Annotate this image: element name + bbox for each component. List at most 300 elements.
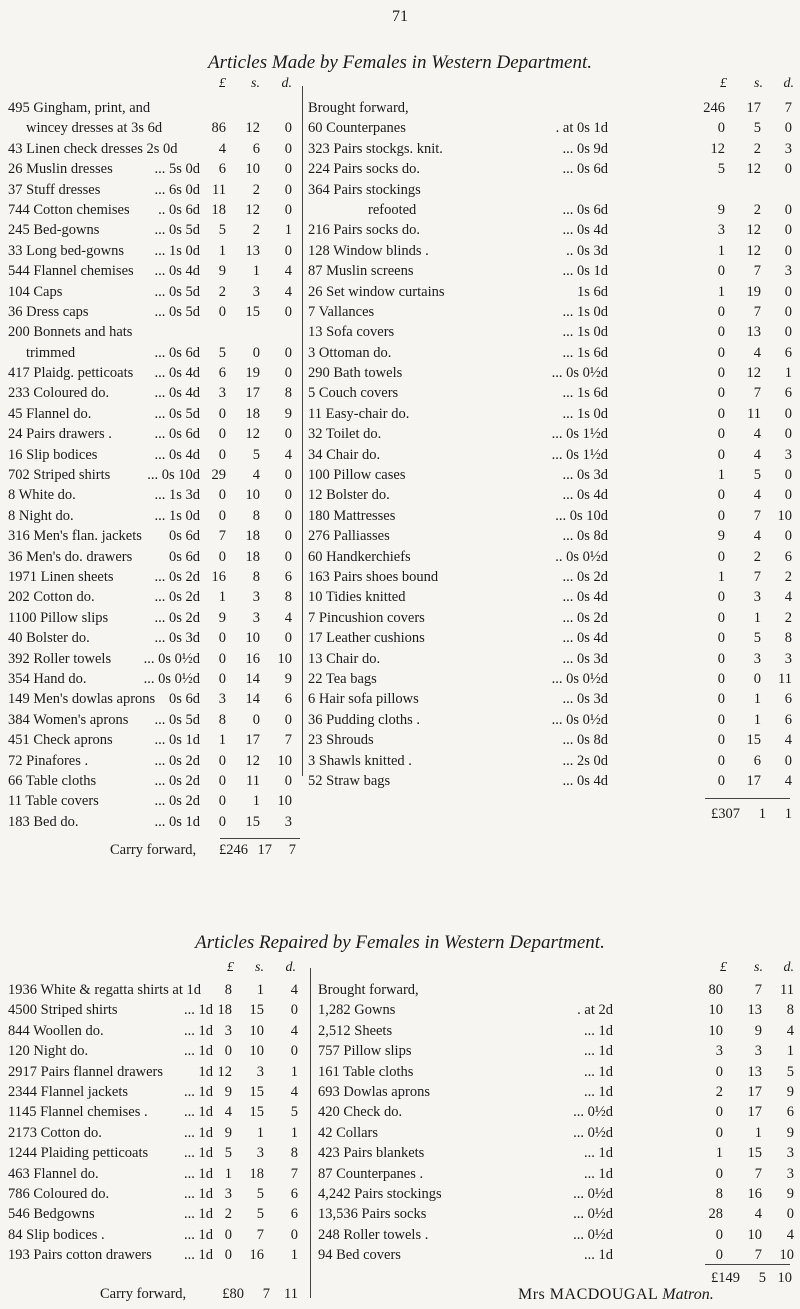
ledger-row: [308, 241, 796, 261]
item-pence: 4: [290, 1083, 298, 1100]
ledger-row: [8, 363, 298, 383]
item-pence: 1: [784, 365, 792, 382]
header-pounds: £: [219, 76, 226, 91]
item-rate: ... 1d: [184, 1043, 213, 1060]
item-description: 423 Pairs blankets: [318, 1145, 425, 1162]
item-rate: ... 1d: [584, 1022, 613, 1039]
item-description: 224 Pairs socks do.: [308, 161, 420, 178]
item-pounds: 0: [218, 752, 226, 769]
ledger-row: [308, 751, 796, 771]
carry-forward-shillings: 7: [262, 1286, 270, 1302]
item-pence: 0: [784, 487, 792, 504]
item-description: 2344 Flannel jackets: [8, 1083, 129, 1100]
item-description: 100 Pillow cases: [308, 467, 406, 484]
ledger-row: [308, 526, 796, 546]
item-shillings: 10: [245, 630, 260, 647]
item-pence: 3: [284, 813, 292, 830]
item-pounds: 0: [218, 405, 226, 422]
item-shillings: 12: [245, 752, 260, 769]
item-rate: ... 0s 0½d: [143, 650, 200, 667]
ledger-row: [8, 465, 298, 485]
sum-rule: [220, 838, 300, 839]
ledger-row: [308, 445, 796, 465]
item-pence: 1: [786, 1043, 794, 1060]
item-pounds: 80: [708, 982, 723, 998]
item-pence: 0: [284, 772, 292, 789]
ledger-row: [8, 1164, 308, 1184]
signature: [518, 1286, 714, 1304]
item-shillings: 1: [753, 609, 761, 626]
item-shillings: 5: [256, 1185, 264, 1202]
item-description: 495 Gingham, print, and: [8, 100, 151, 116]
ledger-row: [308, 710, 796, 730]
item-rate: ... 1d: [184, 1206, 213, 1223]
ledger-row: [8, 567, 298, 587]
item-description: 364 Pairs stockings: [308, 181, 421, 198]
total-shillings: 1: [758, 806, 766, 822]
item-description: 316 Men's flan. jackets: [8, 528, 142, 545]
item-description: 354 Hand do.: [8, 670, 87, 687]
item-rate: ... 0s 6d: [154, 426, 200, 443]
item-pence: 0: [784, 242, 792, 259]
item-pence: 2: [784, 609, 792, 626]
item-pence: 10: [779, 1247, 794, 1264]
item-pence: 1: [290, 1247, 298, 1264]
item-rate: ... 1s 0d: [562, 303, 608, 320]
item-shillings: 8: [252, 507, 260, 524]
item-shillings: 0: [252, 711, 260, 728]
ledger-row: [8, 241, 298, 261]
item-shillings: 17: [747, 1083, 762, 1100]
item-pence: 3: [784, 446, 792, 463]
item-rate: ... 0s 1d: [154, 732, 200, 749]
item-pence: 6: [290, 1206, 298, 1223]
item-description: 8 White do.: [8, 487, 76, 504]
ledger-row: [8, 771, 298, 791]
item-pounds: 0: [717, 303, 725, 320]
item-pence: 3: [784, 140, 792, 157]
ledger-row: [308, 506, 796, 526]
item-description: 37 Stuff dresses: [8, 181, 101, 198]
item-description: 417 Plaidg. petticoats: [8, 365, 134, 382]
item-rate: ... 0s 5d: [154, 405, 200, 422]
item-rate: ... 0s 6d: [562, 161, 608, 178]
item-shillings: 14: [245, 670, 260, 687]
ledger-row: [8, 98, 298, 118]
item-description: 693 Dowlas aprons: [318, 1083, 430, 1100]
ledger-row: [8, 1000, 308, 1020]
item-pounds: 12: [710, 140, 725, 157]
item-shillings: 1: [252, 263, 260, 280]
item-shillings: 19: [746, 283, 761, 300]
item-pounds: 0: [218, 426, 226, 443]
item-shillings: 7: [753, 303, 761, 320]
item-pounds: 0: [715, 1247, 723, 1264]
item-shillings: 1: [252, 793, 260, 810]
item-pence: 0: [784, 222, 792, 239]
header-pounds: £: [720, 76, 727, 91]
item-pence: 6: [284, 568, 292, 585]
total-pence: 1: [784, 806, 792, 822]
section-title-made: Articles Made by Females in Western Department.: [208, 52, 592, 73]
item-description: 24 Pairs drawers .: [8, 426, 112, 443]
item-pounds: 0: [717, 650, 725, 667]
item-pence: 6: [784, 344, 792, 361]
item-description: 757 Pillow slips: [318, 1043, 412, 1060]
item-description: 183 Bed do.: [8, 813, 79, 830]
item-description: 744 Cotton chemises: [8, 201, 130, 218]
item-rate: . at 0s 1d: [555, 120, 608, 137]
item-rate: ... 0s 6d: [154, 344, 200, 361]
item-pounds: 28: [708, 1206, 723, 1223]
item-description: 5 Couch covers: [308, 385, 399, 402]
item-shillings: 1: [753, 711, 761, 728]
item-rate: ... 1d: [184, 1124, 213, 1141]
total-pounds: £149: [711, 1270, 740, 1286]
item-description: 1244 Plaiding petticoats: [8, 1145, 149, 1162]
header-shillings: s.: [255, 960, 264, 975]
item-pence: 0: [784, 120, 792, 137]
item-rate: ... 0s 1½d: [551, 426, 608, 443]
ledger-row: [308, 363, 796, 383]
item-shillings: 17: [245, 385, 260, 402]
item-shillings: 4: [753, 426, 761, 443]
ledger-row: [8, 689, 298, 709]
item-pounds: 5: [224, 1145, 232, 1162]
item-description: 45 Flannel do.: [8, 405, 92, 422]
item-pounds: 0: [717, 772, 725, 789]
ledger-row: [8, 730, 298, 750]
ledger-row: [8, 1143, 308, 1163]
item-pence: 10: [777, 507, 792, 524]
item-description: 544 Flannel chemises: [8, 263, 134, 280]
item-pence: 9: [786, 1185, 794, 1202]
item-pounds: 0: [218, 487, 226, 504]
item-pence: 0: [290, 1043, 298, 1060]
item-rate: ... 0s 4d: [562, 772, 608, 789]
item-description: 290 Bath towels: [308, 365, 403, 382]
ledger-row: [8, 383, 298, 403]
item-shillings: 12: [746, 365, 761, 382]
item-description: 3 Ottoman do.: [308, 344, 392, 361]
item-shillings: 3: [256, 1145, 264, 1162]
item-pounds: 0: [717, 589, 725, 606]
item-pence: 10: [277, 793, 292, 810]
item-rate: ... 1d: [184, 1226, 213, 1243]
item-description: 40 Bolster do.: [8, 630, 90, 647]
item-pounds: 0: [717, 609, 725, 626]
total-made: [690, 806, 798, 826]
item-pence: 11: [778, 670, 792, 687]
item-shillings: 6: [753, 752, 761, 769]
item-description: 161 Table cloths: [318, 1063, 414, 1080]
item-description: 1971 Linen sheets: [8, 568, 114, 585]
item-pounds: 6: [218, 161, 226, 178]
ledger-row: [8, 282, 298, 302]
item-shillings: 3: [753, 589, 761, 606]
ledger-row: [318, 980, 796, 1000]
ledger-row: [308, 424, 796, 444]
ledger-row: [308, 139, 796, 159]
ledger-row: [308, 220, 796, 240]
item-rate: ... 0s 6d: [562, 201, 608, 218]
item-shillings: 3: [754, 1043, 762, 1060]
carry-forward-pence: 11: [284, 1286, 298, 1302]
ledger-row: [8, 1184, 308, 1204]
ledger-row: [8, 980, 308, 1000]
item-pounds: 0: [717, 324, 725, 341]
item-shillings: 18: [245, 405, 260, 422]
item-pounds: 3: [218, 385, 226, 402]
column-divider: [310, 968, 311, 1298]
item-rate: ... 0s 2d: [562, 568, 608, 585]
item-rate: .. 0s 6d: [158, 201, 200, 218]
item-rate: ... 0s 2d: [154, 568, 200, 585]
item-description: 546 Bedgowns: [8, 1206, 95, 1223]
item-shillings: 7: [754, 1165, 762, 1182]
item-pence: 0: [784, 161, 792, 178]
ledger-row: [318, 1123, 796, 1143]
item-pounds: 1: [717, 467, 725, 484]
item-pence: 0: [284, 161, 292, 178]
item-pence: 0: [284, 303, 292, 320]
item-shillings: 5: [753, 467, 761, 484]
item-pence: 9: [786, 1083, 794, 1100]
item-description: 36 Dress caps: [8, 303, 89, 320]
item-pounds: 0: [224, 1247, 232, 1264]
item-description: 84 Slip bodices .: [8, 1226, 105, 1243]
item-pounds: 8: [224, 982, 232, 998]
item-description: 233 Coloured do.: [8, 385, 110, 402]
ledger-row: [308, 180, 796, 200]
item-pounds: 6: [218, 365, 226, 382]
ledger-row: [8, 526, 298, 546]
header-shillings: s.: [754, 76, 763, 91]
ledger-row: [8, 649, 298, 669]
item-description: 26 Set window curtains: [308, 283, 445, 300]
ledger-row: [8, 608, 298, 628]
item-shillings: 13: [747, 1063, 762, 1080]
item-rate: ... 0s 10d: [555, 507, 608, 524]
item-shillings: 15: [245, 813, 260, 830]
item-description: 26 Muslin dresses: [8, 161, 113, 178]
item-pence: 9: [284, 405, 292, 422]
item-pence: 3: [784, 650, 792, 667]
item-shillings: 4: [753, 446, 761, 463]
item-pence: 0: [284, 344, 292, 361]
item-description: 87 Muslin screens: [308, 263, 414, 280]
ledger-row: [8, 322, 298, 342]
ledger-row: [8, 1021, 308, 1041]
item-rate: ... 1d: [184, 1022, 213, 1039]
item-pounds: 29: [211, 467, 226, 484]
item-pence: 6: [784, 548, 792, 565]
item-pence: 9: [284, 670, 292, 687]
item-shillings: 3: [252, 283, 260, 300]
item-pounds: 0: [717, 507, 725, 524]
item-pence: 8: [784, 630, 792, 647]
item-pence: 4: [784, 732, 792, 749]
item-rate: ... 0s 4d: [154, 263, 200, 280]
ledger-row: [318, 1164, 796, 1184]
repaired-right-column: [318, 980, 796, 1265]
ledger-row: [8, 1245, 308, 1265]
item-pounds: 0: [717, 691, 725, 708]
item-pounds: 3: [715, 1043, 723, 1060]
item-description: 276 Palliasses: [308, 528, 390, 545]
item-rate: 1d: [198, 1063, 213, 1080]
item-pence: 3: [786, 1145, 794, 1162]
item-shillings: 14: [245, 691, 260, 708]
item-pence: 5: [290, 1104, 298, 1121]
item-description: 323 Pairs stockgs. knit.: [308, 140, 443, 157]
item-description: 216 Pairs socks do.: [308, 222, 420, 239]
item-shillings: 3: [252, 609, 260, 626]
item-shillings: 15: [245, 303, 260, 320]
ledger-row: [308, 404, 796, 424]
ledger-row: [8, 343, 298, 363]
made-left-column: [8, 98, 298, 832]
item-pence: 0: [290, 1002, 298, 1019]
item-description: 786 Coloured do.: [8, 1185, 110, 1202]
item-description: 702 Striped shirts: [8, 467, 111, 484]
item-shillings: 2: [252, 222, 260, 239]
item-pence: 3: [784, 263, 792, 280]
item-shillings: 18: [249, 1165, 264, 1182]
item-shillings: 3: [753, 650, 761, 667]
item-description: refooted: [368, 201, 417, 218]
item-pence: 11: [780, 982, 794, 998]
item-description: 4500 Striped shirts: [8, 1002, 118, 1019]
ledger-row: [8, 669, 298, 689]
item-pence: 8: [284, 385, 292, 402]
item-rate: ... 5s 0d: [154, 161, 200, 178]
item-description: 392 Roller towels: [8, 650, 112, 667]
item-pounds: 1: [717, 283, 725, 300]
item-rate: ... 0s 10d: [147, 467, 200, 484]
item-pounds: 3: [717, 222, 725, 239]
ledger-row: [8, 220, 298, 240]
item-rate: ... 0½d: [573, 1185, 613, 1202]
item-description: 60 Counterpanes: [308, 120, 406, 137]
item-description: 451 Check aprons: [8, 732, 113, 749]
item-pence: 0: [284, 630, 292, 647]
item-pounds: 7: [218, 528, 226, 545]
item-pounds: 0: [218, 446, 226, 463]
item-rate: ... 0s 1½d: [551, 446, 608, 463]
item-pence: 0: [784, 283, 792, 300]
item-pounds: 0: [224, 1043, 232, 1060]
item-rate: ... 0s 0½d: [551, 365, 608, 382]
item-shillings: 1: [256, 1124, 264, 1141]
ledger-row: [308, 200, 796, 220]
item-pounds: 86: [211, 120, 226, 137]
item-pounds: 0: [715, 1226, 723, 1243]
item-shillings: 4: [754, 1206, 762, 1223]
item-shillings: 5: [252, 446, 260, 463]
ledger-row: [8, 1041, 308, 1061]
item-pence: 4: [784, 772, 792, 789]
item-rate: ... 0s 1d: [154, 813, 200, 830]
ledger-row: [8, 506, 298, 526]
item-pence: 0: [290, 1226, 298, 1243]
item-shillings: 2: [753, 548, 761, 565]
item-rate: ... 1d: [184, 1002, 213, 1019]
ledger-row: [8, 751, 298, 771]
item-description: 248 Roller towels .: [318, 1226, 429, 1243]
item-pence: 0: [284, 365, 292, 382]
item-shillings: 17: [245, 732, 260, 749]
item-description: 17 Leather cushions: [308, 630, 425, 647]
item-shillings: 12: [245, 201, 260, 218]
item-pence: 6: [784, 711, 792, 728]
item-rate: ... 1s 0d: [154, 242, 200, 259]
item-description: 33 Long bed-gowns: [8, 242, 124, 259]
item-rate: ... 0s 5d: [154, 303, 200, 320]
item-pence: 0: [784, 752, 792, 769]
item-description: 463 Flannel do.: [8, 1165, 99, 1182]
ledger-row: [308, 118, 796, 138]
item-shillings: 15: [249, 1002, 264, 1019]
item-shillings: 3: [252, 589, 260, 606]
total-rule: [705, 1264, 790, 1265]
item-description: 13 Sofa covers: [308, 324, 395, 341]
item-pounds: 3: [224, 1185, 232, 1202]
item-pounds: 1: [224, 1165, 232, 1182]
item-description: 22 Tea bags: [308, 670, 377, 687]
ledger-row: [318, 1184, 796, 1204]
item-description: wincey dresses at 3s 6d: [26, 120, 163, 137]
ledger-row: [308, 159, 796, 179]
item-shillings: 12: [245, 426, 260, 443]
item-description: 32 Toilet do.: [308, 426, 382, 443]
item-pounds: 0: [717, 487, 725, 504]
item-shillings: 5: [753, 120, 761, 137]
item-description: 4,242 Pairs stockings: [318, 1185, 442, 1202]
item-shillings: 1: [754, 1124, 762, 1141]
item-shillings: 10: [249, 1043, 264, 1060]
item-description: 6 Hair sofa pillows: [308, 691, 419, 708]
item-rate: ... 1d: [184, 1083, 213, 1100]
item-rate: .. 0s 0½d: [555, 548, 608, 565]
item-shillings: 15: [249, 1083, 264, 1100]
item-description: 60 Handkerchiefs: [308, 548, 411, 565]
item-pence: 0: [284, 711, 292, 728]
item-description: 12 Bolster do.: [308, 487, 390, 504]
ledger-row: [8, 1123, 308, 1143]
item-pounds: 0: [717, 752, 725, 769]
item-pounds: 1: [717, 242, 725, 259]
ledger-row: [308, 587, 796, 607]
column-headers-repaired: [0, 960, 800, 980]
ledger-row: [8, 710, 298, 730]
item-description: Brought forward,: [318, 982, 419, 998]
item-pounds: 3: [218, 691, 226, 708]
item-shillings: 4: [252, 467, 260, 484]
item-shillings: 7: [754, 1247, 762, 1264]
item-rate: ... 1s 0d: [562, 405, 608, 422]
item-rate: ... 0s 2d: [154, 752, 200, 769]
item-shillings: 11: [246, 772, 260, 789]
item-pounds: 8: [218, 711, 226, 728]
item-shillings: 16: [245, 650, 260, 667]
item-rate: ... 0s 0½d: [551, 711, 608, 728]
ledger-row: [8, 200, 298, 220]
section-title-repaired: Articles Repaired by Females in Western Department.: [195, 932, 605, 953]
item-description: 66 Table cloths: [8, 772, 97, 789]
item-shillings: 17: [746, 772, 761, 789]
item-description: 1,282 Gowns: [318, 1002, 396, 1019]
